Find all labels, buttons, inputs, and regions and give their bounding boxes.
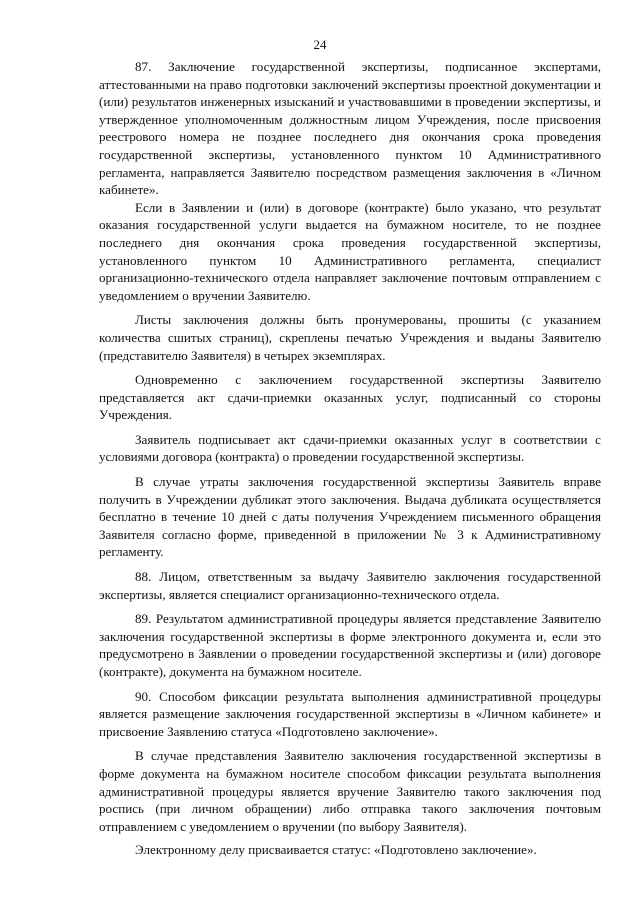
- paragraph-electronic-status: Электронному делу присваивается статус: «Подготовлено заключение».: [135, 842, 537, 858]
- paragraph-88: 88. Лицом, ответственным за выдачу Заявителю заключения государственной экспертизы, является специалист организационно-технического отдела.: [99, 569, 601, 602]
- paragraph-89: 89. Результатом административной процедуры является представление Заявителю заключения государственной экспертизы в форме электронного документа и, если это предусмотрено в Заявлении о проведении государственной экспертизы и (или) договоре (контракте), документа на бумажном носителе.: [99, 611, 601, 679]
- paragraph-90: 90. Способом фиксации результата выполнения административной процедуры является размещение заключения государственной экспертизы в «Личном кабинете» и присвоение Заявлению статуса «Подготовлено заключение».: [99, 688, 601, 739]
- paragraph-act-signing: Заявитель подписывает акт сдачи-приемки оказанных услуг в соответствии с условиями договора (контракта) о проведении государственной экспертизы.: [99, 431, 601, 465]
- paragraph-paper-delivery: Если в Заявлении и (или) в договоре (контракте) было указано, что результат оказания государственной услуги выдается на бумажном носителе, то не позднее последнего дня окончания срока проведения государственной экспертизы, установленного пунктом 10 Административного регламента, специалист организационно-технического отдела направляет заключение почтовым отправлением с уведомлением о вручении Заявителю.: [99, 199, 601, 303]
- paragraph-duplicate: В случае утраты заключения государственной экспертизы Заявитель вправе получить в Учреждении дубликат этого заключения. Выдача дубликата осуществляется бесплатно в течение 10 дней с даты получения Учреждением письменного обращения Заявителя согласно форме, приведенной в приложении № 3 к Административному регламенту.: [99, 474, 601, 560]
- document-body: [99, 58, 601, 859]
- paragraph-paper-fixation: В случае представления Заявителю заключения государственной экспертизы в форме документа на бумажном носителе способом фиксации результата выполнения административной процедуры является вручение Заявителю такого заключения под роспись (при личном обращении) либо отправка такого заключения почтовым отправлением с уведомлением о вручении (по выбору Заявителя).: [99, 748, 601, 834]
- page-number: 24: [313, 37, 327, 52]
- paragraph-sheets: Листы заключения должны быть пронумерованы, прошиты (с указанием количества сшитых страниц), скреплены печатью Учреждения и выданы Заявителю (представителю Заявителя) в четырех экземплярах.: [99, 312, 601, 363]
- paragraph-87: 87. Заключение государственной экспертизы, подписанное экспертами, аттестованными на право подготовки заключений экспертизы проектной документации и (или) результатов инженерных изысканий и участвовавшими в проведении экспертизы, и утвержденное уполномоченным должностным лицом Учреждения, после присвоения реестрового номера не позднее последнего дня окончания срока проведения государственной экспертизы, установленного пунктом 10 Административного регламента, направляется Заявителю посредством размещения заключения в «Личном кабинете».: [99, 59, 601, 198]
- paragraph-acceptance-act: Одновременно с заключением государственной экспертизы Заявителю представляется акт сдачи-приемки оказанных услуг, подписанный со стороны Учреждения.: [99, 372, 601, 423]
